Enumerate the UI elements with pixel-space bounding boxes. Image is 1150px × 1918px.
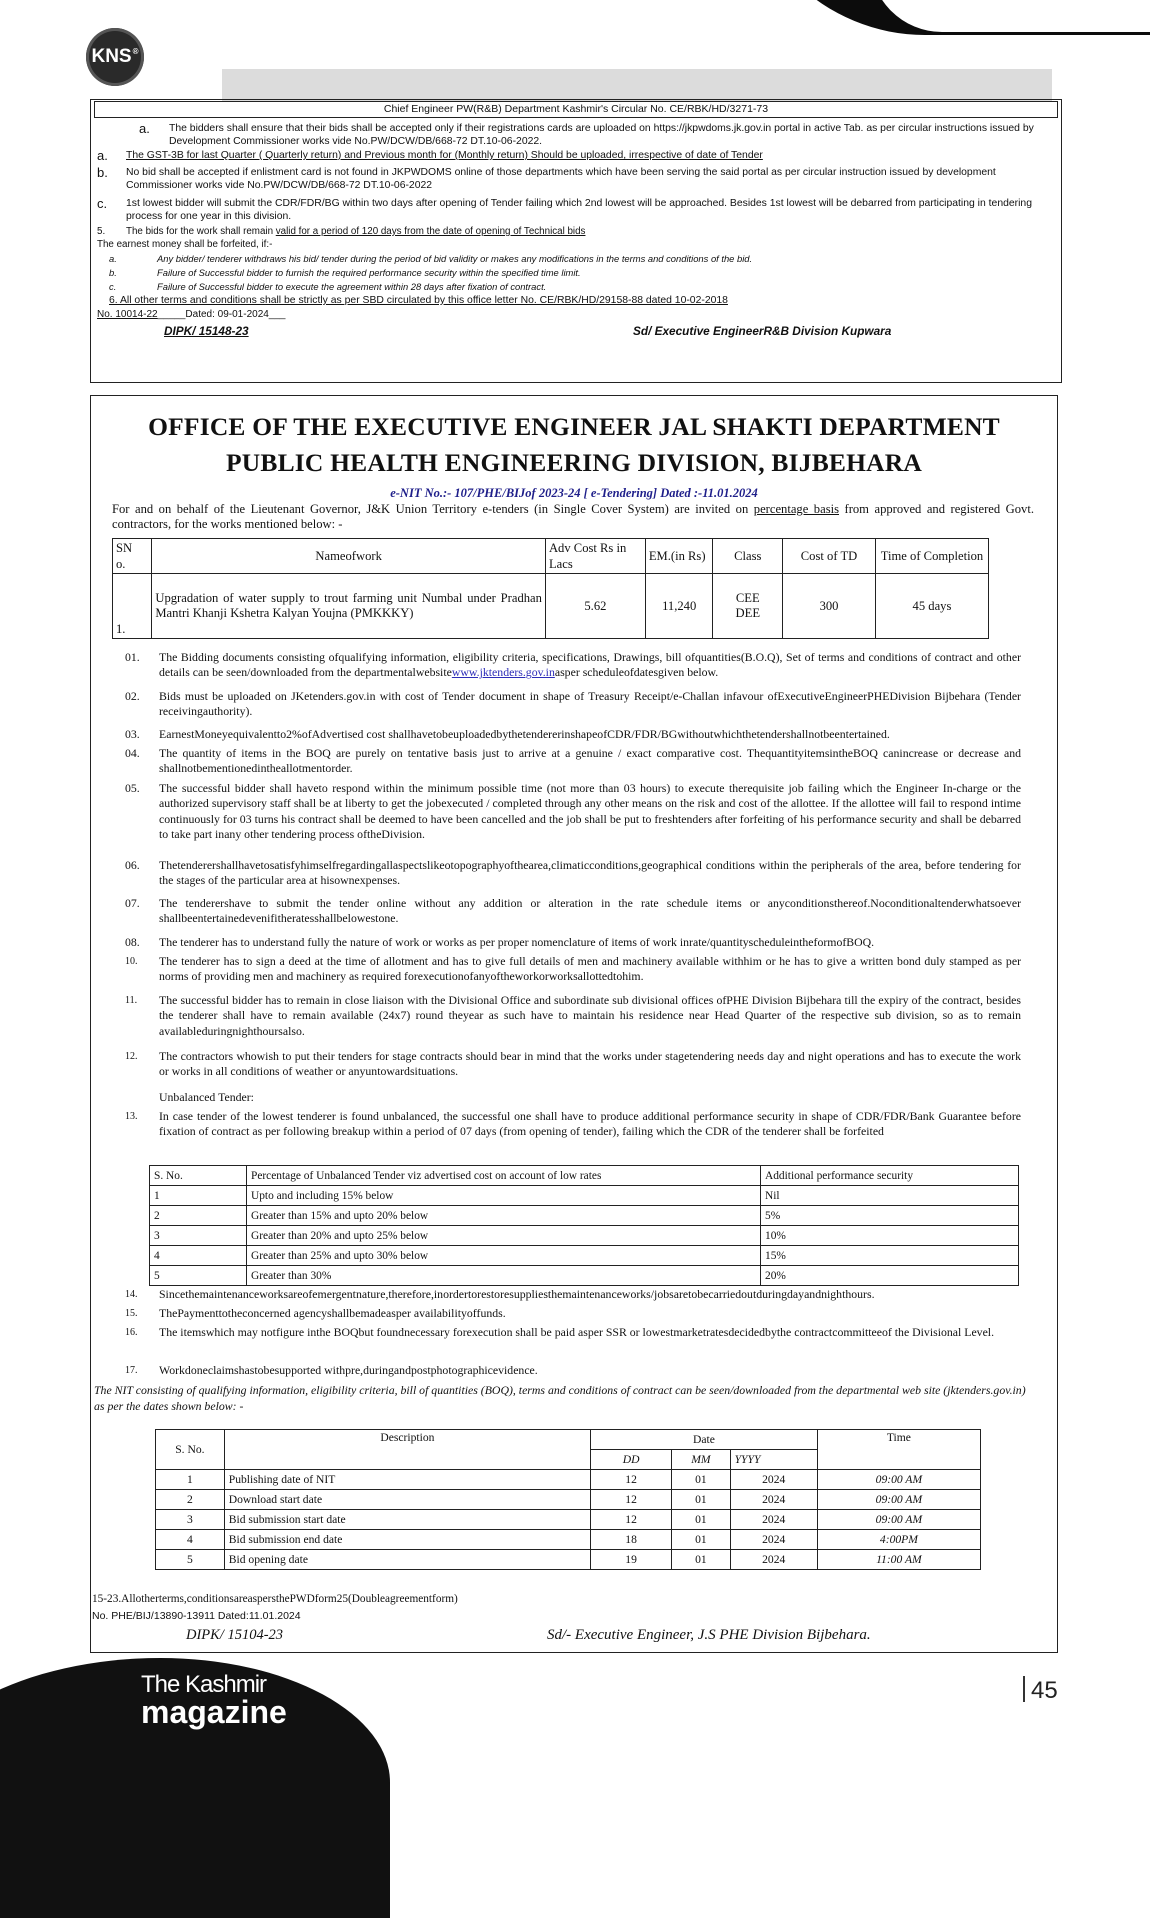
table-row: 1. Upgradation of water supply to trout farming unit Numbal under Pradhan Mantri Khanji Kshetra Kalyan Youjna (PMKKKY) 5.62 11,240 CEE DEE 300 45 days [113, 574, 989, 639]
forfeit-a: a. Any bidder/ tenderer withdraws his bid/ tender during the period of bid validity or makes any modifications in the terms and conditions of the bid. [109, 253, 753, 264]
clause-15: 15. ThePaymenttotheconcerned agencyshallbemadeasper availabilityoffunds. [125, 1306, 506, 1320]
unbalanced-tender-table: S. No. Percentage of Unbalanced Tender viz advertised cost on account of low rates Additional performance security 1 Upto and including 15% below Nil 2 Greater than 15% and upto 20% below 5% 3 Greater than 20% and upto 25% below 10% 4 Greater than 25% and upto 30% below 15% 5 Greater than 30% 20% [149, 1165, 1019, 1286]
table-row: 3 Greater than 20% and upto 25% below 10% [150, 1226, 1019, 1246]
clause-02: 02. Bids must be uploaded on JKetenders.gov.in with cost of Tender document in shape of Treasury Receipt/e-Challan infavour ofExecutiveEngineerPHEDivision Bijbehara (Tender receivingauthority). [125, 689, 1021, 719]
clause-06: 06. Thetenderershallhavetosatisfyhimselfregardingallaspectslikeotopographyofthearea,climaticconditions,geographical conditions within the peripherals of the area, before tendering for the stages of the particular area at hisownexpenses. [125, 858, 1021, 888]
clause-13: 13. In case tender of the lowest tenderer is found unbalanced, the successful one shall have to produce additional performance security in shape of CDR/FDR/Bank Guarantee before fixation of contract as per following breakup within a period of 07 days (from opening of tender), failing which the CDR of the tenderer shall be forfeited [125, 1109, 1021, 1139]
clause-b: b. No bid shall be accepted if enlistment card is not found in JKPWDOMS online of those departments which have been serving the said portal as per circular instruction issued by development Commissioner works vide No.PW/DCW/DB/668-72 DT.10-06-2022 [97, 165, 996, 191]
clause-12: 12. The contractors whowish to put their tenders for stage contracts should bear in mind that the works under stagetendering needs day and night operations and has to execute the work or works in all conditions of weather or anyuntowardsituations. [125, 1049, 1021, 1079]
unbalanced-tender-label: Unbalanced Tender: [159, 1090, 254, 1104]
clause-04: 04. The quantity of items in the BOQ are purely on tentative basis just to arrive at a genuine / exact comparative cost. ThequantityitemsintheBOQ canincrease or decrease and shallnotbementionedintheallotmentorder. [125, 746, 1021, 776]
clause-a1: a. The bidders shall ensure that their bids shall be accepted only if their registrations cards are uploaded on https://jkpwdoms.jk.gov.in portal in active Tab. as per circular instructions issued by Development Commissioner works vide No.PW/DCW/DB/668-72 DT.10-06-2022. [139, 121, 1034, 147]
table-row: 2 Greater than 15% and upto 20% below 5% [150, 1206, 1019, 1226]
notice-bijbehara [90, 395, 1058, 1653]
clause-a2: a. The GST-3B for last Quarter ( Quarterly return) and Previous month for (Monthly return) Should be uploaded, irrespective of date of Tender [97, 148, 763, 163]
intro-paragraph: For and on behalf of the Lieutenant Governor, J&K Union Territory e-tenders (in Single Cover System) are invited on percentage basis from approved and registered Govt. contractors, for the works mentioned below: - [112, 502, 1034, 531]
table-row: 1 Upto and including 15% below Nil [150, 1186, 1019, 1206]
clause-11: 11. The successful bidder has to remain in close liaison with the Divisional Office and subordinate sub divisional offices ofPHE Division Bijbehara till the expiry of the contract, besides the tenderer shall have to remain available (24x7) round theyear as such have to maintain his residence near Head Quarter of the respective sub division, so as to remain availableduringnighthoursalso. [125, 993, 1021, 1038]
signature: Sd/- Executive Engineer, J.S PHE Division Bijbehara. [547, 1627, 871, 1643]
schedule-table: S. No. Description Date Time DD MM YYYY 1 Publishing date of NIT 12 01 2024 09:00 AM 2 Download start date 12 01 2024 09:00 AM 3 Bid submission start date 12 01 2024 09:00 AM 4 Bid submission end date 18 01 2024 4:00PM 5 Bid opening date 19 01 2024 11:00 AM [155, 1429, 981, 1570]
clause-14: 14. Sincethemaintenanceworksareofemergentnature,therefore,inordertorestoresuppliesthemaintenanceworks/jobsaretobecarriedoutduringdayandnighthours. [125, 1287, 875, 1301]
header-strip [222, 69, 1052, 101]
table-row: 5 Greater than 30% 20% [150, 1266, 1019, 1286]
kns-logo: KNS ® [86, 28, 144, 86]
clause-01: 01. The Bidding documents consisting ofqualifying information, eligibility criteria, specifications, Drawings, bill ofquantities(B.O.Q), Set of terms and conditions of contract and other details can be seen/downloaded from the departmentalwebsitewww.jktenders.gov.inasper scheduleofdatesgiven below. [125, 650, 1021, 680]
nit-note: The NIT consisting of qualifying information, eligibility criteria, bill of quantities (BOQ), terms and conditions of contract can be seen/downloaded from the departmental web site (jktenders.gov.in) as per the dates shown below: - [94, 1383, 1026, 1413]
clause-05: 05. The successful bidder shall haveto respond within the minimum possible time (not more than 03 hours) to execute therequisite job failing which the Engineer In-charge or the authorized supervisory staff shall be at liberty to get the jobexecuted / completed through any other means on the risk and cost of the allottee. If the allottee will fail to respond intime continuously for 03 turns his contract shall be deemed to have been cancelled and the job shall be put to freshtenders after forfeiting of his performance security and shall be debarred to take part inany other tendering process oftheDivision. [125, 781, 1021, 842]
table-row: 4 Greater than 25% and upto 30% below 15% [150, 1246, 1019, 1266]
table-row: 1 Publishing date of NIT 12 01 2024 09:00 AM [156, 1470, 981, 1490]
forfeit-intro: The earnest money shall be forfeited, if:- [97, 239, 273, 250]
clause-03: 03. EarnestMoneyequivalentto2%ofAdvertised cost shallhavetobeuploadedbythetendererinshapeofCDR/FDR/BGwithoutwhichthetendershallnotbeentertained. [125, 727, 890, 741]
notice-kupwara [90, 99, 1062, 383]
table-row: 4 Bid submission end date 18 01 2024 4:00PM [156, 1530, 981, 1550]
clause-5: 5. The bids for the work shall remain valid for a period of 120 days from the date of opening of Technical bids [97, 226, 586, 237]
footer-terms: 15-23.Allotherterms,conditionsareaspersthePWDform25(Doubleagreementform) [92, 1593, 458, 1605]
ref-line: No. 10014-22_____Dated: 09-01-2024___ [97, 309, 286, 320]
clause-07: 07. The tenderershave to submit the tender online without any addition or alteration in the rate schedule items or anyconditionsthereof.Noconditionaltenderwhatsoever shallbeentertainedevenifitheratesshallbelowestone. [125, 896, 1021, 926]
page-number: 45 [1023, 1676, 1058, 1705]
magazine-logo: The Kashmir magazine [141, 1671, 287, 1730]
jktenders-link[interactable]: www.jktenders.gov.in [451, 665, 555, 680]
dipk-number: DIPK/ 15148-23 [164, 324, 249, 338]
division-heading: PUBLIC HEALTH ENGINEERING DIVISION, BIJBEHARA [225, 448, 922, 477]
clause-17: 17. Workdoneclaimshastobesupported withpre,duringandpostphotographicevidence. [125, 1363, 538, 1377]
signature: Sd/ Executive EngineerR&B Division Kupwara [633, 324, 892, 338]
forfeit-c: c. Failure of Successful bidder to execute the agreement within 28 days after fixation of contract. [109, 281, 547, 292]
clause-6: 6. All other terms and conditions shall be strictly as per SBD circulated by this office letter No. CE/RBK/HD/29158-88 dated 10-02-2018 [109, 295, 728, 306]
forfeit-b: b. Failure of Successful bidder to furnish the required performance security within the specified time limit. [109, 267, 581, 278]
clause-c: c. 1st lowest bidder will submit the CDR/FDR/BG within two days after opening of Tender failing which 2nd lowest will be approached. Besides 1st lowest will be debarred from participating in tendering process for one year in this division. [97, 196, 1032, 222]
clause-10: 10. The tenderer has to sign a deed at the time of allotment and has to give full details of men and machinery available withhim or he has to give a written bond duly stamped as per norms of providing men and machinery as required forexecutionofanyoftheworkorworksallottedtohim. [125, 954, 1021, 984]
footer-reference: No. PHE/BIJ/13890-13911 Dated:11.01.2024 [92, 1610, 301, 1622]
office-heading: OFFICE OF THE EXECUTIVE ENGINEER JAL SHAKTI DEPARTMENT [148, 412, 1000, 441]
dipk-number: DIPK/ 15104-23 [186, 1627, 284, 1643]
circular-header: Chief Engineer PW(R&B) Department Kashmir's Circular No. CE/RBK/HD/3271-73 [94, 101, 1058, 118]
table-row: 5 Bid opening date 19 01 2024 11:00 AM [156, 1550, 981, 1570]
clause-08: 08. The tenderer has to understand fully the nature of work or works as per proper nomenclature of items of work inrate/quantityscheduleintheformofBOQ. [125, 935, 875, 949]
table-row: 3 Bid submission start date 12 01 2024 09:00 AM [156, 1510, 981, 1530]
table-row: 2 Download start date 12 01 2024 09:00 AM [156, 1490, 981, 1510]
clause-16: 16. The itemswhich may notfigure inthe BOQbut foundnecessary forexecution shall be paid asper SSR or lowestmarketratesdecidedbythe contractcommitteeof the Divisional Level. [125, 1325, 995, 1339]
nit-number: e-NIT No.:- 107/PHE/BIJof 2023-24 [ e-Tendering] Dated :-11.01.2024 [390, 486, 758, 500]
works-table: SN o. Nameofwork Adv Cost Rs in Lacs EM.(in Rs) Class Cost of TD Time of Completion 1. Upgradation of water supply to trout farming unit Numbal under Pradhan Mantri Khanji Kshetra Kalyan Youjna (PMKKKY) 5.62 11,240 CEE DEE 300 45 days [112, 538, 989, 639]
